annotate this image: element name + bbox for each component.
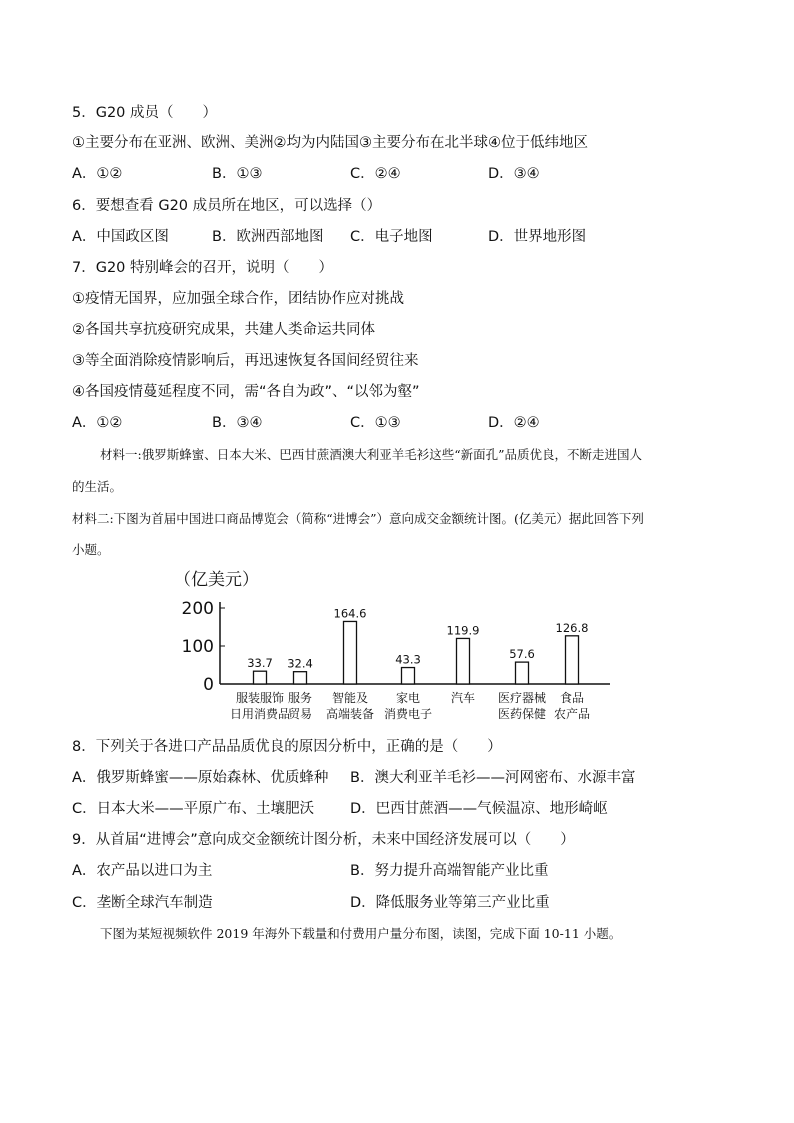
material-2-line-1: 材料二:下图为首届中国进口商品博览会（简称“进博会”）意向成交金额统计图。(亿美元）据此回答下列 [72,511,644,526]
q6-option-d: D．世界地形图 [488,229,587,245]
q5-option-c: C．②④ [350,166,401,182]
x-category-label: 医疗器械 [497,691,547,705]
bar-value-label: 164.6 [333,606,367,621]
q7-option-d: D．②④ [488,415,540,431]
q6-stem: 6．要想查看 G20 成员所在地区，可以选择（） [72,198,382,214]
material-2-line-2: 小题。 [72,542,110,557]
x-category-label: 农产品 [553,707,591,721]
q8-option-d: D．巴西甘蔗酒——气候温凉、地形崎岖 [350,801,608,817]
x-category-label: 贸易 [287,707,313,721]
q9-stem: 9．从首届“进博会”意向成交金额统计图分析，未来中国经济发展可以（ ） [72,832,575,848]
x-category-label: 家电 [395,691,421,705]
intro-10-11: 下图为某短视频软件 2019 年海外下载量和付费用户量分布图，读图，完成下面 10-11 小题。 [100,926,622,941]
y-tick-label: 0 [203,675,214,695]
q9-option-c: C．垄断全球汽车制造 [72,895,213,911]
q5-option-a: A．①② [72,166,123,182]
material-1-line-2: 的生活。 [72,479,123,494]
y-tick-label: 200 [181,599,214,619]
bar [254,671,267,684]
q7-statement-4: ④各国疫情蔓延程度不同，需“各自为政”、“以邻为壑” [72,384,420,400]
x-category-label: 高端装备 [325,707,375,721]
x-category-label: 消费电子 [383,707,433,721]
x-category-label: 服务 [287,691,313,705]
q9-option-b: B．努力提升高端智能产业比重 [350,863,549,879]
q6-option-a: A．中国政区图 [72,229,169,245]
q8-stem: 8．下列关于各进口产品品质优良的原因分析中，正确的是（ ） [72,739,502,755]
x-category-label: 汽车 [450,691,476,705]
x-category-label: 食品 [559,691,585,705]
y-axis-label: （亿美元） [174,570,259,590]
bar [294,672,307,684]
q7-statement-3: ③等全面消除疫情影响后，再迅速恢复各国间经贸往来 [72,353,419,369]
q8-option-b: B．澳大利亚羊毛衫——河网密布、水源丰富 [350,770,636,786]
import-expo-bar-chart [160,566,630,726]
material-1-line-1: 材料一:俄罗斯蜂蜜、日本大米、巴西甘蔗酒澳大利亚羊毛衫这些“新面孔”品质优良，不断走进国人 [100,447,642,462]
q7-statement-2: ②各国共享抗疫研究成果，共建人类命运共同体 [72,322,375,338]
q5-statement: ①主要分布在亚洲、欧洲、美洲②均为内陆国③主要分布在北半球④位于低纬地区 [72,135,588,151]
x-category-label: 医药保健 [497,707,547,721]
q7-option-c: C．①③ [350,415,401,431]
q8-option-c: C．日本大米——平原广布、土壤肥沃 [72,801,315,817]
q7-stem: 7．G20 特别峰会的召开，说明（ ） [72,260,334,276]
bar [344,621,357,684]
x-category-label: 服装服饰 [235,691,285,705]
q6-option-b: B．欧洲西部地图 [212,229,324,245]
q9-option-d: D．降低服务业等第三产业比重 [350,895,550,911]
q5-option-d: D．③④ [488,166,540,182]
bar-value-label: 32.4 [287,656,313,671]
q7-option-b: B．③④ [212,415,263,431]
bar [566,636,579,684]
bar [402,668,415,684]
x-category-label: 日用消费品 [229,707,291,721]
bar [457,638,470,684]
q5-option-b: B．①③ [212,166,263,182]
bar-value-label: 119.9 [446,623,480,638]
bar-value-label: 43.3 [395,652,421,667]
bar [516,662,529,684]
bar-value-label: 33.7 [247,656,273,671]
y-tick-label: 100 [181,637,214,657]
q6-option-c: C．电子地图 [350,229,433,245]
bar-value-label: 57.6 [509,647,535,662]
x-category-label: 智能及 [331,691,369,705]
q5-stem: 5．G20 成员（ ） [72,105,218,121]
q7-option-a: A．①② [72,415,123,431]
bar-value-label: 126.8 [555,620,589,635]
q8-option-a: A．俄罗斯蜂蜜——原始森林、优质蜂种 [72,770,329,786]
q7-statement-1: ①疫情无国界，应加强全球合作，团结协作应对挑战 [72,291,404,307]
q9-option-a: A．农产品以进口为主 [72,863,213,879]
